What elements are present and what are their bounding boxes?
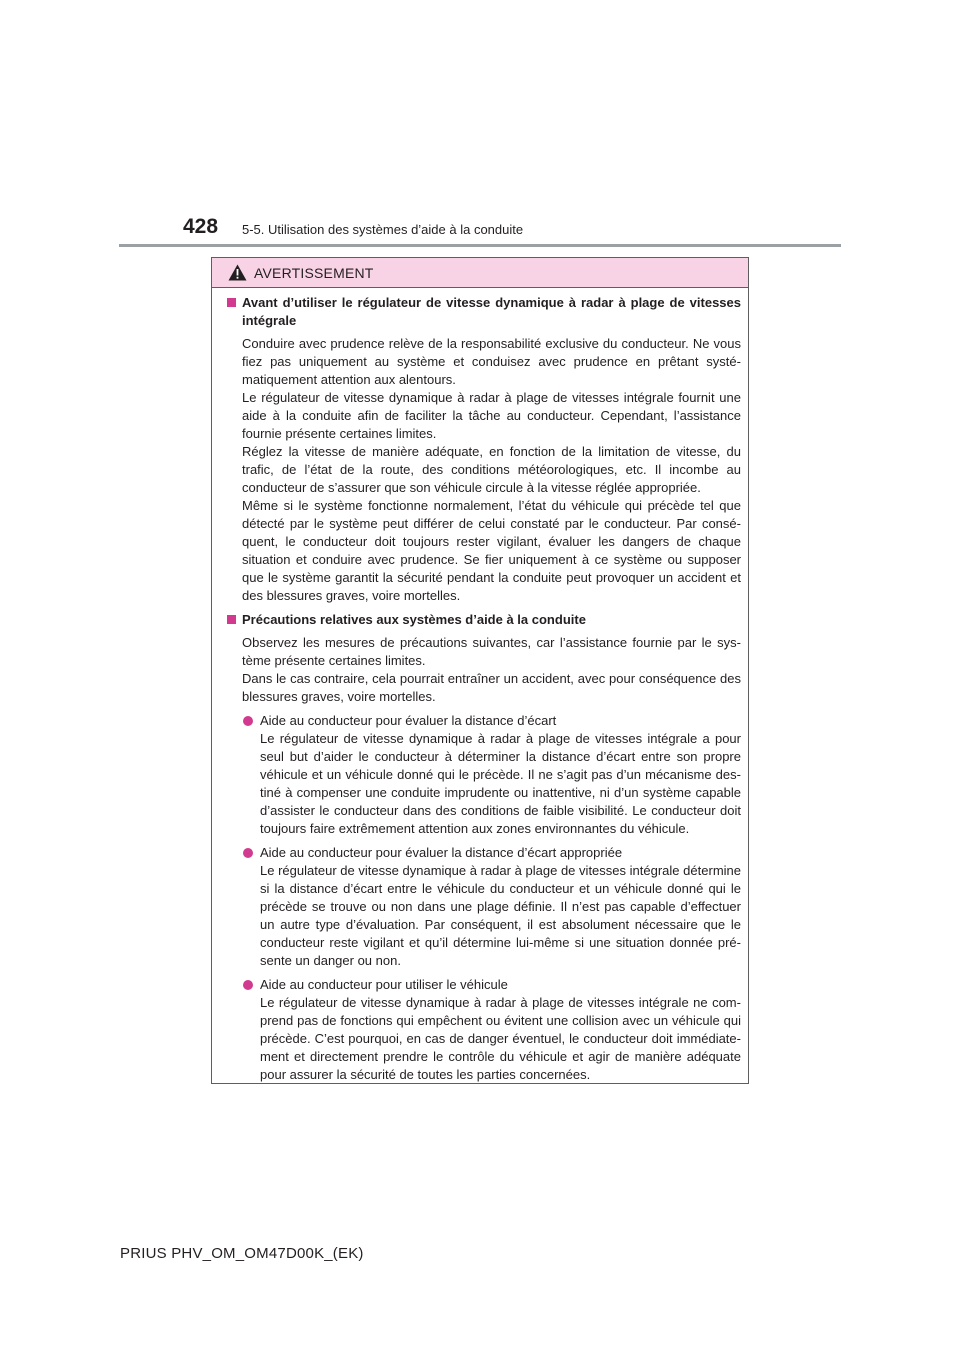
warning-box	[211, 257, 749, 1084]
paragraph: Conduire avec prudence relève de la responsabilité exclusive du conducteur. Ne vous fiez pas uniquement au système et conduisez avec prudence en prêtant systématiquement attention aux alentours.	[242, 336, 741, 387]
paragraph: Réglez la vitesse de manière adéquate, en fonction de la limitation de vitesse, du trafic, de l’état de la route, des conditions météorologiques, etc. Il incombe au conducteur de s’assurer que son véhicule circule à la vitesse réglée appropriée.	[242, 444, 741, 495]
list-item	[212, 712, 748, 838]
bullet-text: Le régulateur de vitesse dynamique à radar à plage de vitesses intégrale détermine si la distance d’écart entre le véhicule du conducteur et un véhicule donné qui le précède se trouve ou non dans une plage définie. Il n’est pas capable d’effectuer un autre type d’évaluation. Par conséquent, il est absolument nécessaire que le conducteur reste vigilant et qu’il détermine lui-même si une situation donnée présente un danger ou non.	[260, 863, 741, 968]
warning-title: AVERTISSEMENT	[254, 265, 374, 281]
warning-header	[212, 258, 748, 288]
round-bullet-icon	[243, 980, 253, 990]
footer-doc-code: PRIUS PHV_OM_OM47D00K_(EK)	[120, 1245, 364, 1262]
list-item	[212, 976, 748, 1084]
list-item	[212, 844, 748, 970]
bullet-title: Aide au conducteur pour utiliser le véhicule	[260, 977, 508, 992]
paragraph: Dans le cas contraire, cela pourrait entraîner un accident, avec pour conséquence des blessures graves, voire mortelles.	[242, 671, 741, 704]
section-heading-text: Précautions relatives aux systèmes d’aide à la conduite	[242, 612, 586, 627]
round-bullet-icon	[243, 716, 253, 726]
warning-section-1	[212, 294, 748, 605]
bullet-text: Le régulateur de vitesse dynamique à radar à plage de vitesses intégrale ne comprend pas de fonctions qui empêchent ou évitent une collision avec un véhicule qui précède. C’est pourquoi, en cas de danger éventuel, le conducteur doit immédiatement et directement prendre le contrôle du véhicule et agir de manière adéquate pour assurer la sécurité de toutes les parties concernées.	[260, 995, 741, 1082]
bullet-title: Aide au conducteur pour évaluer la distance d’écart appropriée	[260, 845, 623, 860]
section-heading-text: Avant d’utiliser le régulateur de vitesse dynamique à radar à plage de vitesses intégrale	[242, 295, 741, 328]
section-title: 5-5. Utilisation des systèmes d’aide à la conduite	[242, 222, 524, 237]
header-rule	[119, 244, 841, 247]
paragraph: Observez les mesures de précautions suivantes, car l’assistance fournie par le système présente certaines limites.	[242, 635, 741, 668]
warning-section-2	[212, 611, 748, 1084]
section-heading	[212, 294, 748, 330]
bullet-title: Aide au conducteur pour évaluer la distance d’écart	[260, 713, 557, 728]
warning-body	[212, 294, 748, 1084]
square-bullet-icon	[227, 615, 236, 624]
warning-triangle-icon	[228, 264, 247, 281]
bullet-text: Le régulateur de vitesse dynamique à radar à plage de vitesses intégrale a pour seul but d’aider le conducteur à déterminer la distance d’écart entre son propre véhicule et un véhicule donné qui le précède. Il ne s’agit pas d’un mécanisme destiné à compenser une conduite imprudente ou inattentive, ni d’un système capable d’assister le conducteur dans des conditions de faible visibilité. Le conducteur doit toujours faire extrêmement attention aux zones environnantes du véhicule.	[260, 731, 741, 836]
section-heading	[212, 611, 748, 629]
paragraph: Le régulateur de vitesse dynamique à radar à plage de vitesses intégrale fournit une aide à la conduite afin de faciliter la tâche au conducteur. Cependant, l’assistance fournie présente certaines limites.	[242, 390, 741, 441]
square-bullet-icon	[227, 298, 236, 307]
round-bullet-icon	[243, 848, 253, 858]
paragraph: Même si le système fonctionne normalement, l’état du véhicule qui précède tel que détecté par le système peut différer de celui constaté par le conducteur. Par conséquent, le conducteur doit toujours rester vigilant, évaluer les dangers de chaque situation et conduire avec prudence. Se fier uniquement à ce système ou supposer que le système garantit la sécurité pendant la conduite peut provoquer un accident et des blessures graves, voire mortelles.	[242, 498, 741, 603]
page-number: 428	[183, 215, 219, 238]
